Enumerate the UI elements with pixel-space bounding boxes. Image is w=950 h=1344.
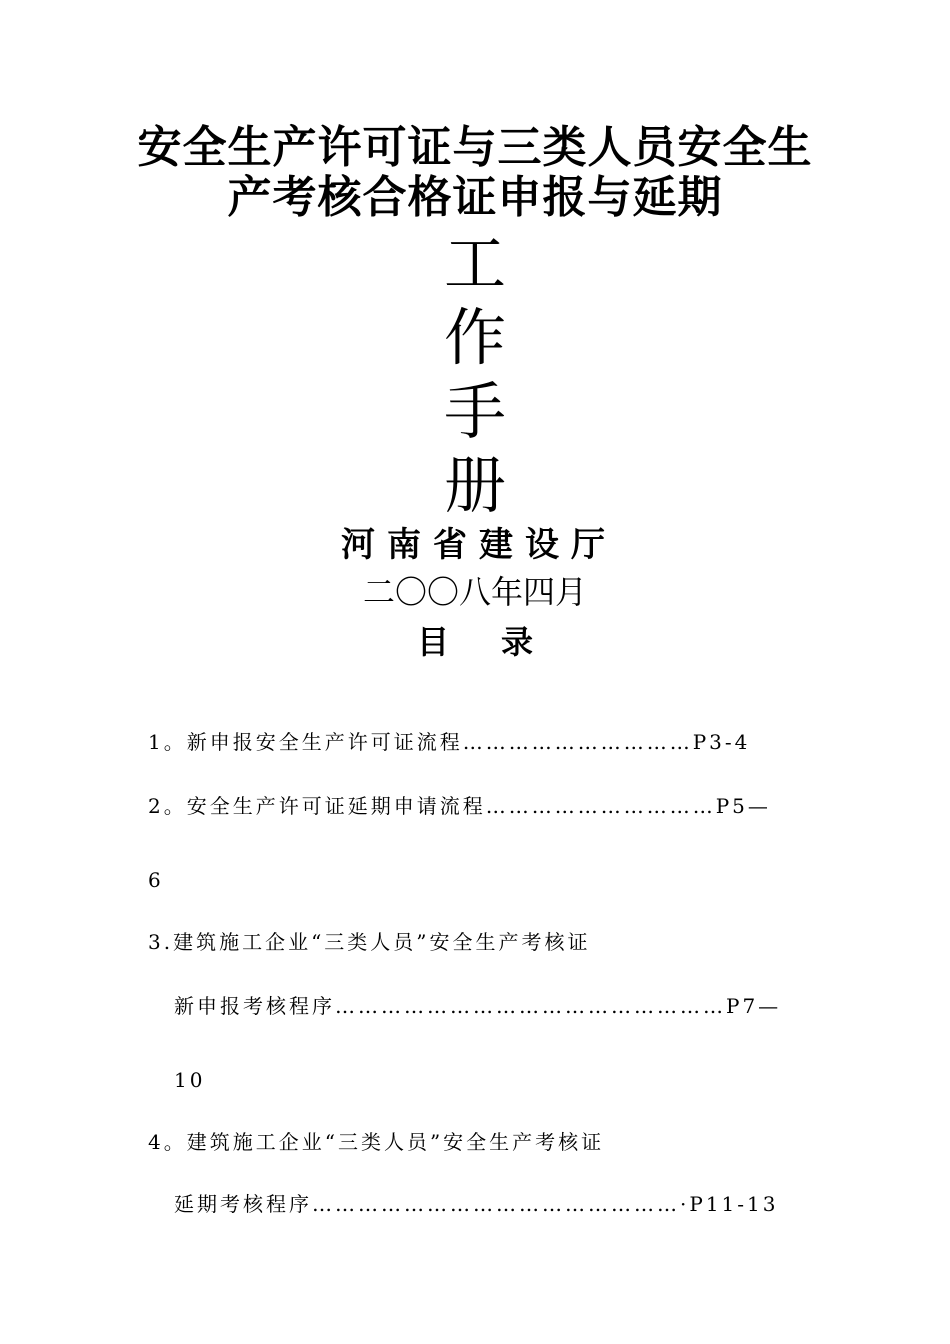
toc-entry-4: 4。建筑施工企业“三类人员”安全生产考核证: [148, 1130, 605, 1154]
toc-entry-3-continuation: 10: [174, 1068, 206, 1092]
document-title-line-1: 安全生产许可证与三类人员安全生: [137, 122, 813, 173]
publication-date: 二〇〇八年四月: [362, 573, 587, 611]
organization-name: 河南省建设厅: [341, 525, 617, 565]
vertical-title-char-3: 手: [443, 375, 506, 448]
toc-entry-2: 2。安全生产许可证延期申请流程…………………………P5—: [148, 794, 771, 818]
document-title-line-2: 产考核合格证申报与延期: [227, 172, 723, 223]
toc-heading: 目录: [416, 623, 585, 661]
vertical-title-char-2: 作: [443, 301, 506, 374]
toc-entry-2-continuation: 6: [148, 868, 164, 892]
toc-entry-4-subline: 延期考核程序…………………………………………·P11-13: [174, 1192, 779, 1216]
toc-entry-1: 1。新申报安全生产许可证流程…………………………P3-4: [148, 730, 751, 754]
toc-entry-3: 3.建筑施工企业“三类人员”安全生产考核证: [148, 930, 591, 954]
vertical-title-char-4: 册: [443, 449, 506, 522]
toc-entry-3-subline: 新申报考核程序……………………………………………P7—: [174, 994, 782, 1018]
vertical-title-char-1: 工: [443, 227, 506, 300]
